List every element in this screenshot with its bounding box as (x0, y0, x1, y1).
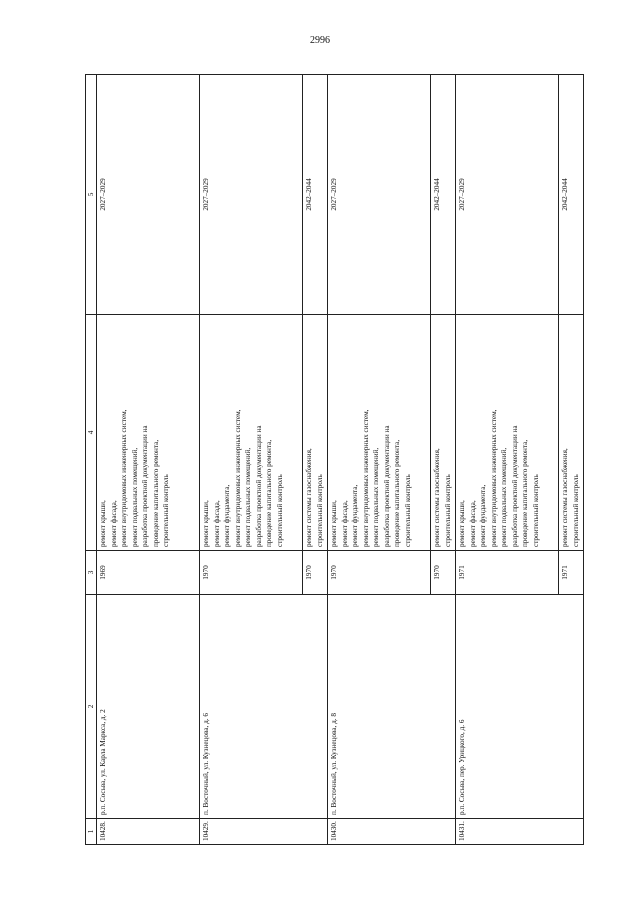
work-item: ремонт фасада, (340, 500, 349, 547)
construction-year: 1970 (328, 551, 431, 595)
works-list (328, 315, 431, 551)
construction-year: 1970 (303, 551, 328, 595)
works-list (431, 315, 456, 551)
work-item: ремонт крыши, (330, 500, 339, 547)
work-item: строительный контроль (531, 474, 540, 547)
construction-year: 1971 (559, 551, 584, 595)
work-item: ремонт фундамента, (479, 484, 488, 547)
header-col-2: 2 (86, 595, 97, 819)
work-item: ремонт подвальных помещений, (130, 447, 139, 547)
work-item: ремонт крыши, (202, 500, 211, 547)
repair-period: 2042–2044 (431, 75, 456, 315)
construction-year: 1970 (200, 551, 303, 595)
header-col-1: 1 (86, 819, 97, 845)
work-item: проведение капитального ремонта, (265, 439, 274, 547)
repair-period: 2042–2044 (303, 75, 328, 315)
header-col-4: 4 (86, 315, 97, 551)
entry-address: п. Восточный, ул. Кузнецова, д. 6 (200, 595, 328, 819)
work-item: ремонт подвальных помещений, (372, 447, 381, 547)
work-item: ремонт внутридомовых инженерных систем, (233, 409, 242, 547)
work-item: проведение капитального ремонта, (393, 439, 402, 547)
work-item: ремонт внутридомовых инженерных систем, (361, 409, 370, 547)
repair-period: 2042–2044 (559, 75, 584, 315)
work-item: разработка проектной документации на (254, 425, 263, 547)
entry-address: р.п. Сосьва, пер. Урицкого, д. 6 (456, 595, 584, 819)
work-item: разработка проектной документации на (382, 425, 391, 547)
work-item: строительный контроль (315, 474, 324, 547)
work-item: ремонт крыши, (458, 500, 467, 547)
repair-period: 2027–2029 (328, 75, 431, 315)
work-item: ремонт фундамента, (351, 484, 360, 547)
repair-schedule-table (85, 74, 584, 845)
repair-period: 2027–2029 (97, 75, 200, 315)
work-item: проведение капитального ремонта, (151, 439, 160, 547)
repair-period: 2027–2029 (456, 75, 559, 315)
works-list (456, 315, 559, 551)
work-item: ремонт фундамента, (223, 484, 232, 547)
works-list (303, 315, 328, 551)
works-list (97, 315, 200, 551)
page-number: 2996 (310, 35, 330, 46)
column-number-header (86, 75, 97, 845)
work-item: разработка проектной документации на (141, 425, 150, 547)
construction-year: 1971 (456, 551, 559, 595)
entry-number: 10428. (97, 819, 200, 845)
entry-address: р.п. Сосьва, ул. Карла Маркса, д. 2 (97, 595, 200, 819)
work-item: проведение капитального ремонта, (521, 439, 530, 547)
header-col-5: 5 (86, 75, 97, 315)
header-col-3: 3 (86, 551, 97, 595)
work-item: ремонт подвальных помещений, (500, 447, 509, 547)
entry-number: 10430. (328, 819, 456, 845)
work-item: ремонт системы газоснабжения, (433, 448, 442, 547)
work-item: ремонт фасада, (212, 500, 221, 547)
work-item: разработка проектной документации на (510, 425, 519, 547)
work-item: ремонт внутридомовых инженерных систем, (120, 409, 129, 547)
table-row (200, 75, 303, 845)
construction-year: 1969 (97, 551, 200, 595)
rotated-table-container (85, 75, 580, 845)
entry-number: 10431. (456, 819, 584, 845)
work-item: ремонт системы газоснабжения, (561, 448, 570, 547)
work-item: строительный контроль (275, 474, 284, 547)
table-row (456, 75, 559, 845)
works-list (559, 315, 584, 551)
works-list (200, 315, 303, 551)
repair-period: 2027–2029 (200, 75, 303, 315)
work-item: строительный контроль (571, 474, 580, 547)
work-item: ремонт внутридомовых инженерных систем, (489, 409, 498, 547)
work-item: строительный контроль (443, 474, 452, 547)
work-item: строительный контроль (162, 474, 171, 547)
work-item: ремонт фасада, (468, 500, 477, 547)
entry-address: п. Восточный, ул. Кузнецова, д. 8 (328, 595, 456, 819)
table-row (97, 75, 200, 845)
work-item: ремонт крыши, (99, 500, 108, 547)
entry-number: 10429. (200, 819, 328, 845)
work-item: ремонт фасада, (109, 500, 118, 547)
table-row (328, 75, 431, 845)
work-item: ремонт подвальных помещений, (244, 447, 253, 547)
work-item: ремонт системы газоснабжения, (305, 448, 314, 547)
work-item: строительный контроль (403, 474, 412, 547)
construction-year: 1970 (431, 551, 456, 595)
